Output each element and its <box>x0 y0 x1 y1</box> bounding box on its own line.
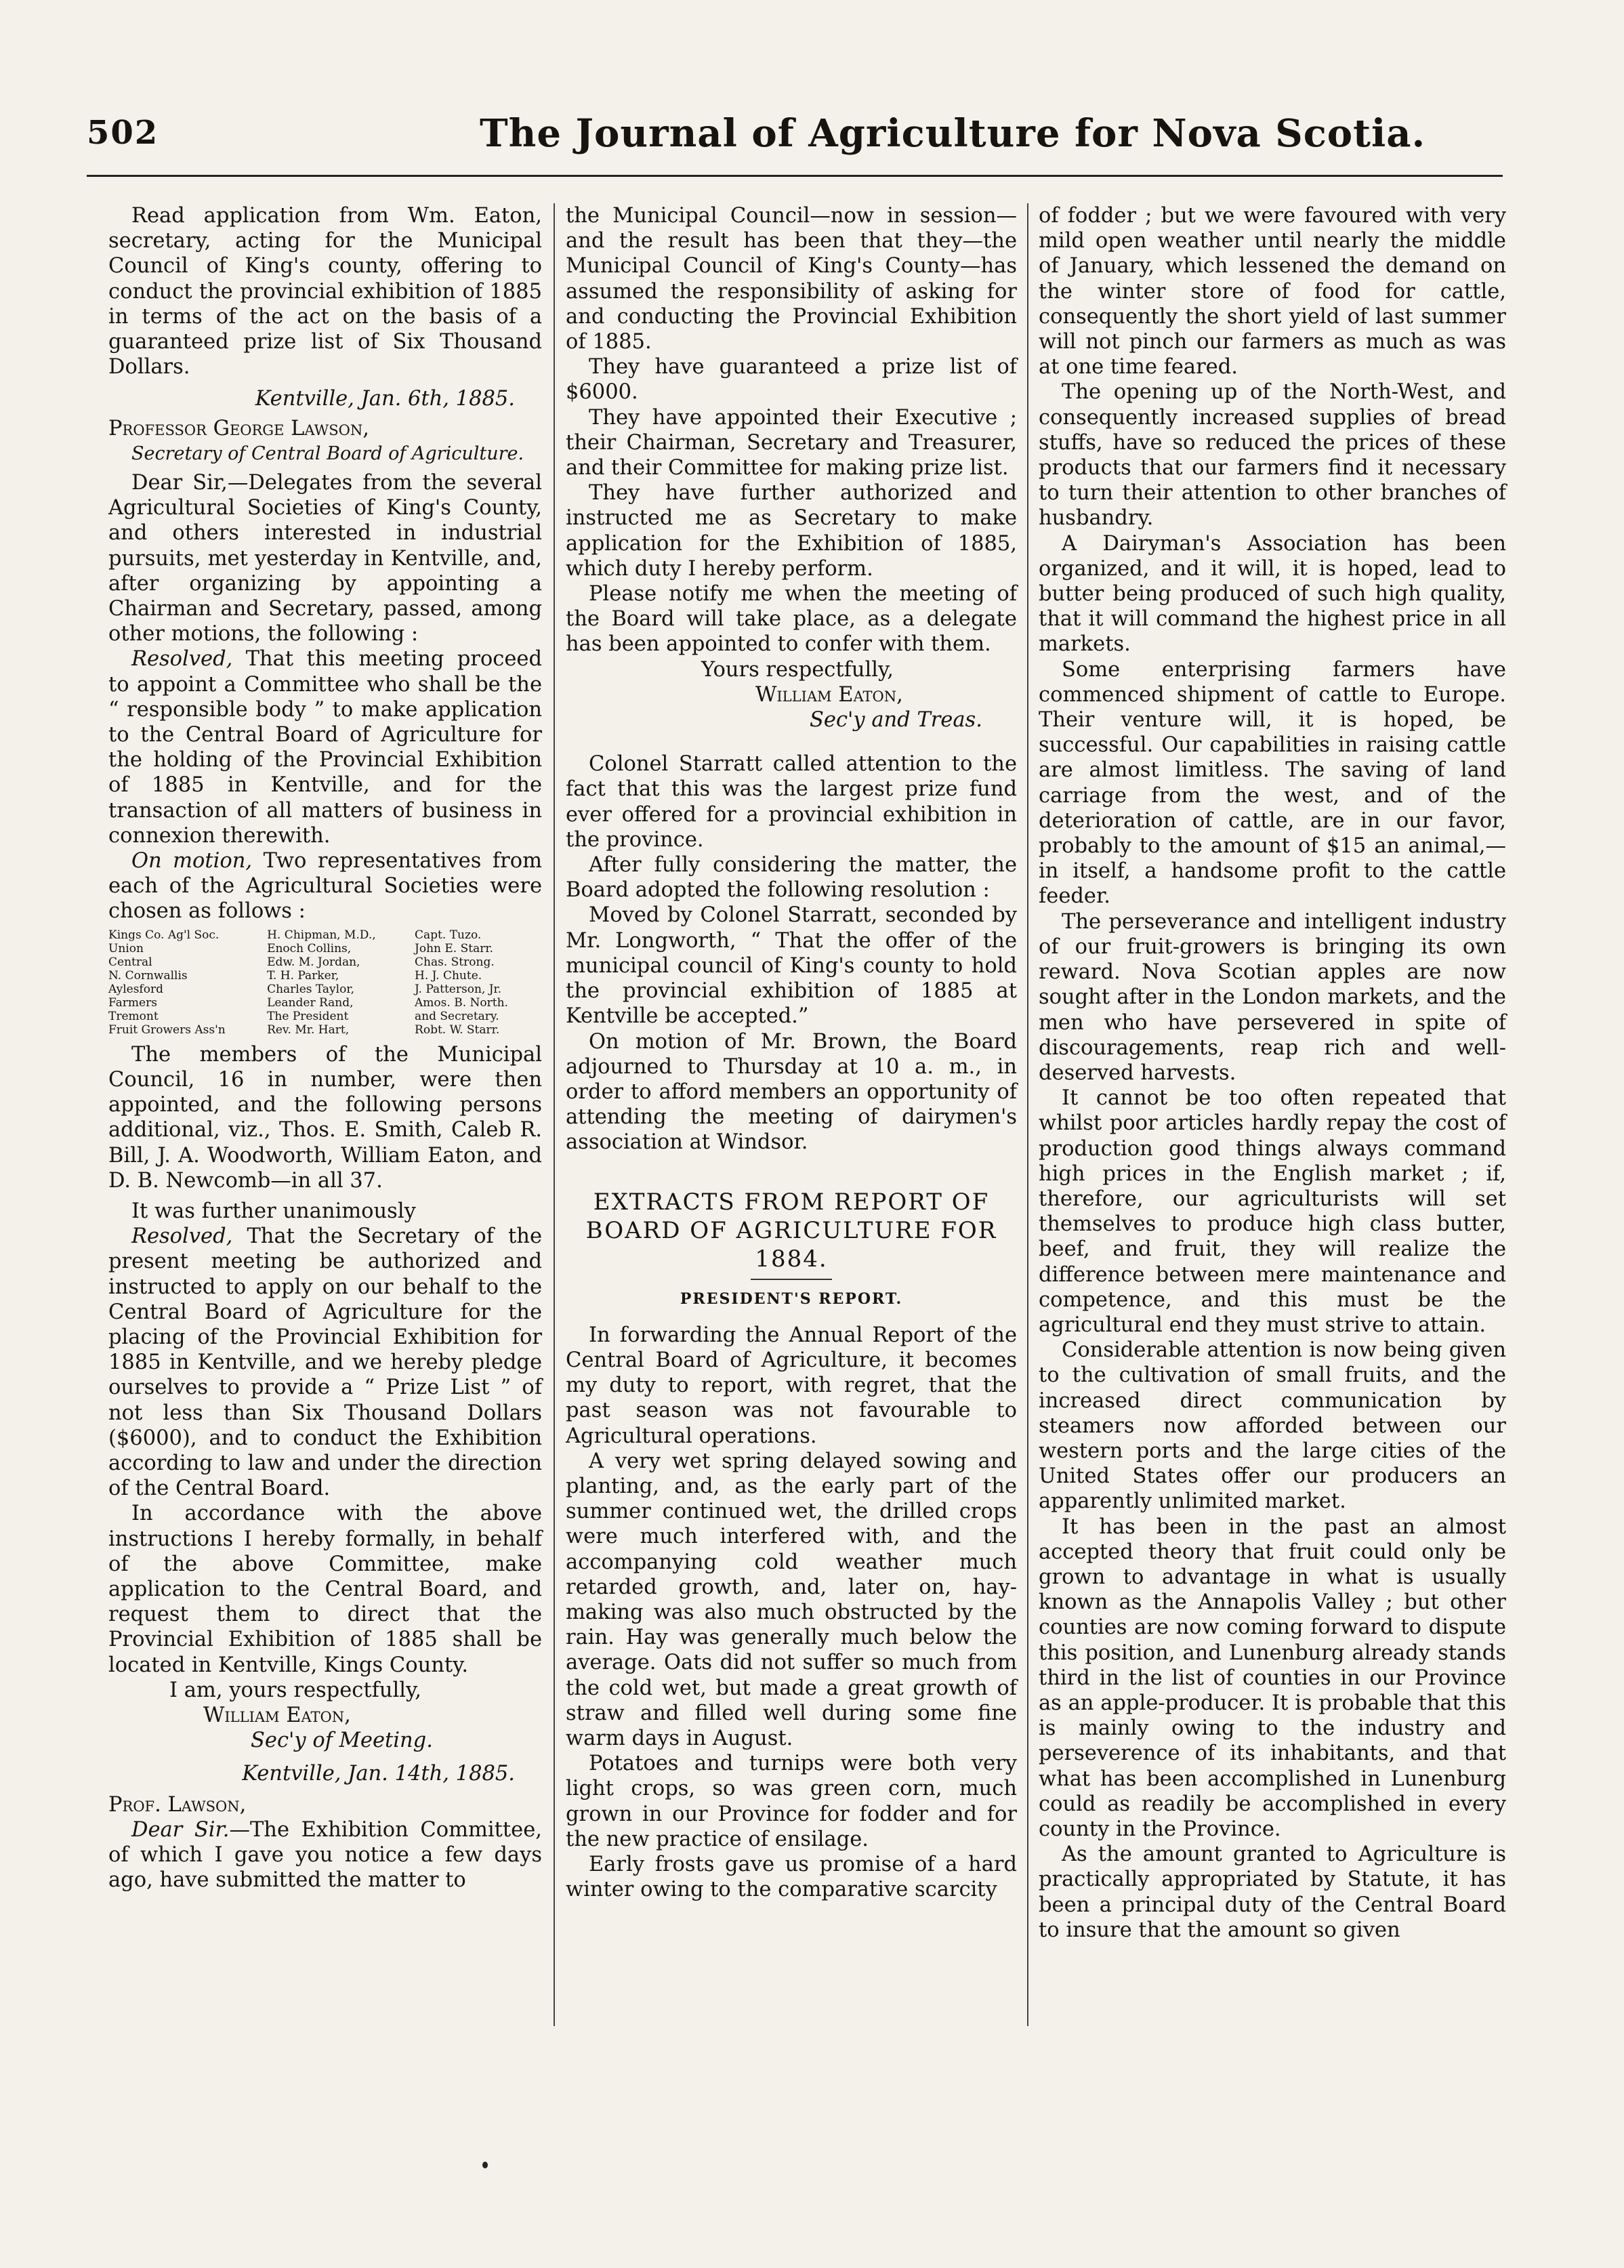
table-cell: Edw. M. Jordan, <box>267 955 360 969</box>
ink-speck <box>482 2162 488 2168</box>
paragraph-text: That this meeting proceed to appoint a Committee who shall be the “ responsible body ” to make application to the Central Board of Agriculture for the holding of the Provincial Exhibition of 1885 in Kentville, and for the transaction of all matters of business in connexion therewith. <box>108 647 542 848</box>
table-cell: Amos. B. North. <box>415 995 508 1010</box>
paragraph: Dear Sir,—Delegates from the several Agricultural Societies of King's County, and others interested in industrial pursuits, met yesterday in Kentville, and, after organizing by appointing a Chairman and Secretary, passed, among other motions, the following : <box>108 471 542 646</box>
signature-name: William Eaton, <box>755 682 903 707</box>
table-cell: Tremont <box>108 1009 159 1023</box>
addressee-name: Prof. Lawson, <box>108 1792 247 1817</box>
resolved-label: Resolved, <box>131 647 233 672</box>
addressee-title: Secretary of Central Board of Agriculture. <box>131 442 524 464</box>
table-cell: H. Chipman, M.D., <box>267 928 376 942</box>
paragraph <box>108 646 542 848</box>
paragraph: They have guaranteed a prize list of $6000. <box>566 355 1017 405</box>
section-title: EXTRACTS FROM REPORT OF BOARD OF AGRICULTURE FOR 1884. <box>585 1188 997 1273</box>
table-cell: Leander Rand, <box>267 995 354 1010</box>
paragraph-text: —The Exhibition Committee, of which I gave you notice a few days ago, have submitted the matter to <box>108 1817 542 1893</box>
motion-label: On motion, <box>131 849 253 873</box>
paragraph <box>108 1224 542 1501</box>
closing: Yours respectfully, <box>701 657 894 682</box>
paragraph: Moved by Colonel Starratt, seconded by Mr. Longworth, “ That the offer of the municipal council of King's county to hold the provincial exhibition of 1885 at Kentville be accepted.” <box>566 903 1017 1029</box>
column-3 <box>1039 203 1506 1943</box>
table-row <box>108 969 542 983</box>
paragraph-text: Two representatives from each of the Agricultural Societies were chosen as follows : <box>108 849 542 924</box>
table-row <box>108 1010 542 1023</box>
paragraph: It cannot be too often repeated that whilst poor articles hardly repay the cost of production good things always command high prices in the English market ; if, therefore, our agriculturists will set themselves to produce high class butter, beef, and fruit, they will realize the difference between mere maintenance and competence, and this must be the agricultural end they must strive to attain. <box>1039 1086 1506 1337</box>
table-cell: T. H. Parker, <box>267 968 339 983</box>
section-rule <box>751 1279 832 1280</box>
paragraph: Some enterprising farmers have commenced shipment of cattle to Europe. Their venture will, it is hoped, be successful. Our capabilities in raising cattle are almost limitless. The saving of land carriage from the west, and of the deterioration of cattle, are in our favor, probably to the amount of $15 an animal,—in itself, a handsome profit to the cattle feeder. <box>1039 657 1506 909</box>
paragraph: Considerable attention is now being given to the cultivation of small fruits, and the increased direct communication by steamers now afforded between our western ports and the large cities of the United States offer our producers an apparently unlimited market. <box>1039 1338 1506 1514</box>
table-cell: The President <box>267 1009 349 1023</box>
signature-name: William Eaton, <box>203 1703 351 1727</box>
representatives-table <box>108 928 542 1037</box>
paragraph-text: That the Secretary of the present meeting be authorized and instructed to apply on our behalf to the Central Board of Agriculture for the placing of the Provincial Exhibition for 1885 in Kentville, and we hereby pledge ourselves to provide a “ Prize List ” of not less than Six Thousand Dollars ($6000), and to conduct the Exhibition according to law and under the direction of the Central Board. <box>108 1224 542 1501</box>
signature-title: Sec'y of Meeting. <box>251 1729 433 1753</box>
table-cell: Aylesford <box>108 982 163 996</box>
paragraph: It has been in the past an almost accepted theory that fruit could only be grown to advantage in what is usually known as the Annapolis Valley ; but other counties are now coming forward to dispute this position, and Lunenburg already stands third in the list of counties in our Province as an apple-producer. It is probable that this is mainly owing to the industry and perseverence of its inhabitants, and that what has been accomplished in Lunenburg could as readily be accomplished in every county in the Province. <box>1039 1514 1506 1841</box>
column-1 <box>108 203 542 1893</box>
dateline: Kentville, Jan. 6th, 1885. <box>255 387 515 411</box>
table-row <box>108 955 542 969</box>
paragraph: The members of the Municipal Council, 16 in number, were then appointed, and the following persons additional, viz., Thos. E. Smith, Caleb R. Bill, J. A. Woodworth, William Eaton, and D. B. Newcomb—in all 37. <box>108 1042 542 1193</box>
paragraph: On motion of Mr. Brown, the Board adjourned to Thursday at 10 a. m., in order to afford members an opportunity of attending the meeting of dairymen's association at Windsor. <box>566 1029 1017 1155</box>
table-cell: Enoch Collins, <box>267 941 352 955</box>
closing: I am, yours respectfully, <box>169 1678 421 1702</box>
page-number: 502 <box>87 114 159 152</box>
table-row <box>108 996 542 1010</box>
table-row <box>108 942 542 955</box>
table-cell: Farmers <box>108 995 157 1010</box>
paragraph: A very wet spring delayed sowing and planting, and, as the early part of the summer continued wet, the drilled crops were much interfered with, and the accompanying cold weather much retarded growth, and, later on, hay-making was also much obstructed by the rain. Hay was generally much below the average. Oats did not suffer so much from the cold wet, but made a great growth of straw and filled well during some fine warm days in August. <box>566 1449 1017 1750</box>
table-cell: H. J. Chute. <box>415 968 482 983</box>
table-cell: Union <box>108 941 144 955</box>
paragraph: The opening up of the North-West, and consequently increased supplies of bread stuffs, have so reduced the prices of these products that our farmers find it necessary to turn their attention to other branches of husbandry. <box>1039 380 1506 531</box>
column-2 <box>566 203 1017 1902</box>
signature-title: Sec'y and Treas. <box>810 708 982 733</box>
table-cell: John E. Starr. <box>415 941 494 955</box>
table-cell: Charles Taylor, <box>267 982 354 996</box>
table-cell: Chas. Strong. <box>415 955 495 969</box>
paragraph: Potatoes and turnips were both very light crops, so was green corn, much grown in our Province for fodder and for the new practice of ensilage. <box>566 1752 1017 1851</box>
table-row <box>108 1023 542 1037</box>
paragraph: They have appointed their Executive ; their Chairman, Secretary and Treasurer, and their Committee for making prize list. <box>566 405 1017 480</box>
column-divider-1 <box>554 203 555 2026</box>
paragraph <box>108 848 542 924</box>
paragraph: After fully considering the matter, the Board adopted the following resolution : <box>566 853 1017 903</box>
paragraph: It was further unanimously <box>131 1199 416 1223</box>
addressee-name: Professor George Lawson, <box>108 416 369 440</box>
paragraph: Early frosts gave us promise of a hard winter owing to the comparative scarcity <box>566 1852 1017 1902</box>
salutation: Dear Sir. <box>131 1817 230 1842</box>
paragraph: The perseverance and intelligent industry of our fruit-growers is bringing its own reward. Nova Scotian apples are now sought after in the London markets, and the men who have persevered in spite of discouragements, reap rich and well-deserved harvests. <box>1039 909 1506 1085</box>
table-cell: Capt. Tuzo. <box>415 928 482 942</box>
paragraph: In forwarding the Annual Report of the Central Board of Agriculture, it becomes my duty to report, with regret, that the past season was not favourable to Agricultural operations. <box>566 1323 1017 1448</box>
table-cell: Central <box>108 955 152 969</box>
table-cell: Rev. Mr. Hart, <box>267 1023 350 1037</box>
header-rule <box>87 175 1503 177</box>
paragraph: In accordance with the above instructions I hereby formally, in behalf of the above Committee, make application to the Central Board, and request them to direct that the Provincial Exhibition of 1885 shall be located in Kentville, Kings County. <box>108 1502 542 1677</box>
table-cell: and Secretary. <box>415 1009 499 1023</box>
section-subtitle: PRESIDENT'S REPORT. <box>680 1290 903 1308</box>
paragraph: the Municipal Council—now in session—and the result has been that they—the Municipal Council of King's County—has assumed the responsibility of asking for and conducting the Provincial Exhibition of 1885. <box>566 204 1017 354</box>
table-cell: Fruit Growers Ass'n <box>108 1023 226 1037</box>
table-cell: Kings Co. Ag'l Soc. <box>108 928 220 942</box>
paragraph: Read application from Wm. Eaton, secretary, acting for the Municipal Council of King's county, offering to conduct the provincial exhibition of 1885 in terms of the act on the basis of a guaranteed prize list of Six Thousand Dollars. <box>108 204 542 379</box>
paragraph: of fodder ; but we were favoured with very mild open weather until nearly the middle of January, which lessened the demand on the winter store of food for cattle, consequently the short yield of last summer will not pinch our farmers as much as was at one time feared. <box>1039 204 1506 379</box>
table-row <box>108 928 542 942</box>
table-row <box>108 983 542 996</box>
paragraph: A Dairyman's Association has been organized, and it will, it is hoped, lead to butter being produced of such high quality, that it will command the highest price in all markets. <box>1039 531 1506 657</box>
paragraph: Please notify me when the meeting of the Board will take place, as a delegate has been appointed to confer with them. <box>566 582 1017 657</box>
page-header <box>87 111 1496 168</box>
paragraph <box>108 1817 542 1893</box>
table-cell: J. Patterson, Jr. <box>415 982 502 996</box>
dateline: Kentville, Jan. 14th, 1885. <box>242 1762 515 1786</box>
column-divider-2 <box>1027 203 1028 2026</box>
paragraph: As the amount granted to Agriculture is practically appropriated by Statute, it has been a principal duty of the Central Board to insure that the amount so given <box>1039 1842 1506 1942</box>
paragraph: Colonel Starratt called attention to the fact that this was the largest prize fund ever offered for a provincial exhibition in the province. <box>566 752 1017 852</box>
paragraph: They have further authorized and instructed me as Secretary to make application for the Exhibition of 1885, which duty I hereby perform. <box>566 481 1017 581</box>
table-cell: Robt. W. Starr. <box>415 1023 500 1037</box>
resolved-label: Resolved, <box>131 1224 233 1249</box>
journal-title: The Journal of Agriculture for Nova Scotia. <box>480 111 1426 156</box>
table-cell: N. Cornwallis <box>108 968 188 983</box>
